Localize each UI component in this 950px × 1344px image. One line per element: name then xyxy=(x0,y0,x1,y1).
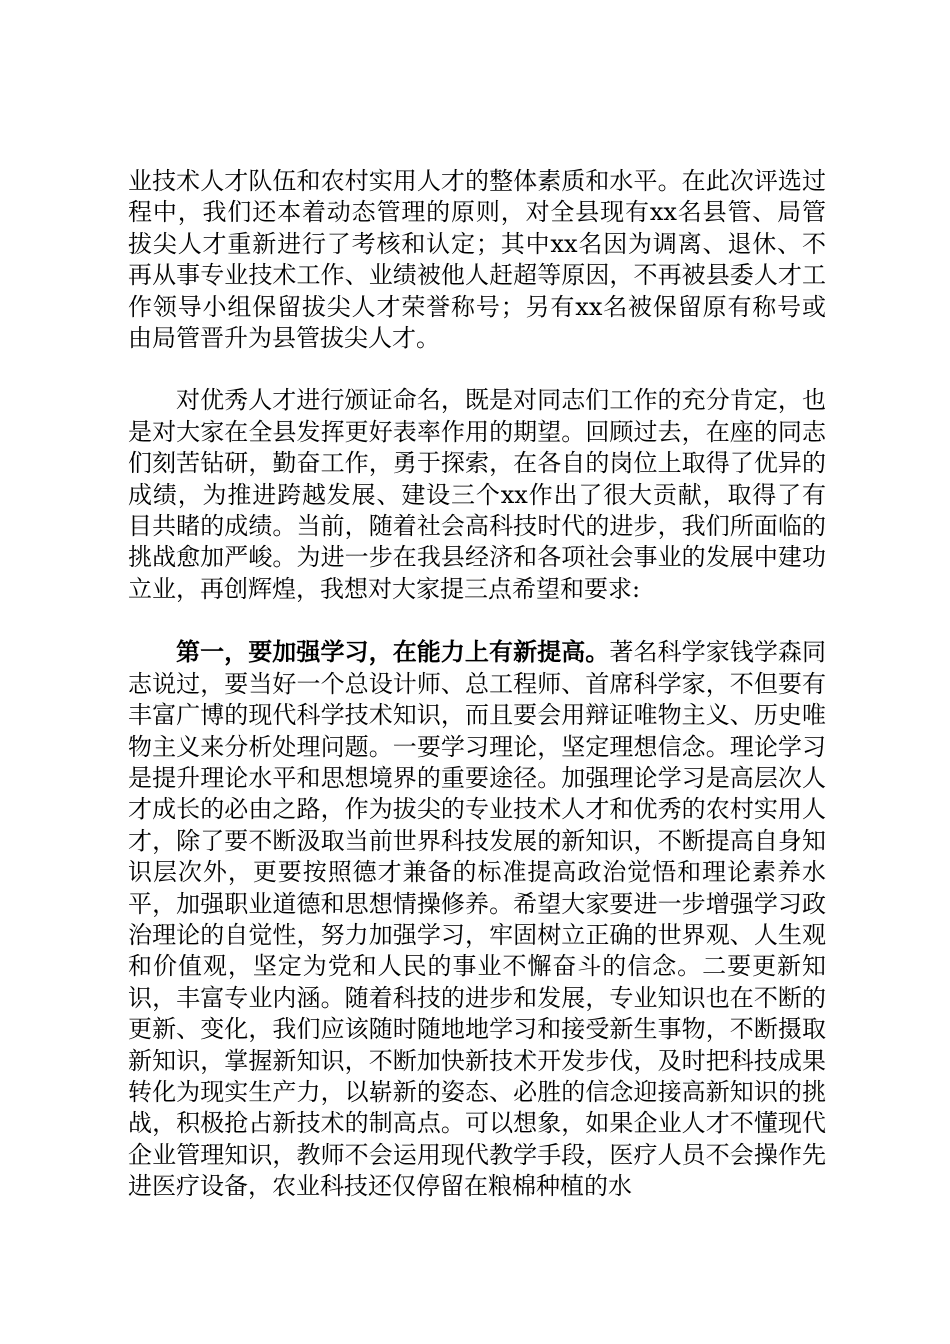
paragraph-first-point xyxy=(128,636,826,1202)
paragraph-expectations: 对优秀人才进行颁证命名，既是对同志们工作的充分肯定，也是对大家在全县发挥更好表率作用的期望。回顾过去，在座的同志们刻苦钻研，勤奋工作，勇于探索，在各自的岗位上取得了优异的成绩，为推进跨越发展、建设三个xx作出了很大贡献，取得了有目共睹的成绩。当前，随着社会高科技时代的进步，我们所面临的挑战愈加严峻。为进一步在我县经济和各项社会事业的发展中建功立业，再创辉煌，我想对大家提三点希望和要求: xyxy=(128,386,826,603)
document-body xyxy=(128,166,826,1203)
first-point-heading: 第一，要加强学习，在能力上有新提高。 xyxy=(176,637,610,667)
paragraph-spacer xyxy=(128,605,826,636)
paragraph-continued: 业技术人才队伍和农村实用人才的整体素质和水平。在此次评选过程中，我们还本着动态管理的原则，对全县现有xx名县管、局管拔尖人才重新进行了考核和认定；其中xx名因为调离、退休、不再从事专业技术工作、业绩被他人赶超等原因，不再被县委人才工作领导小组保留拔尖人才荣誉称号；另有xx名被保留原有称号或由局管晋升为县管拔尖人才。 xyxy=(128,167,826,353)
first-point-body: 著名科学家钱学森同志说过，要当好一个总设计师、总工程师、首席科学家，不但要有丰富广博的现代科学技术知识，而且要会用辩证唯物主义、历史唯物主义来分析处理问题。一要学习理论，坚定理想信念。理论学习是提升理论水平和思想境界的重要途径。加强理论学习是高层次人才成长的必由之路，作为拔尖的专业技术人才和优秀的农村实用人才，除了要不断汲取当前世界科技发展的新知识，不断提高自身知识层次外，更要按照德才兼备的标准提高政治觉悟和理论素养水平，加强职业道德和思想情操修养。希望大家要进一步增强学习政治理论的自觉性，努力加强学习，牢固树立正确的世界观、人生观和价值观，坚定为党和人民的事业不懈奋斗的信念。二要更新知识，丰富专业内涵。随着科技的进步和发展，专业知识也在不断的更新、变化，我们应该随时随地地学习和接受新生事物，不断摄取新知识，掌握新知识，不断加快新技术开发步伐，及时把科技成果转化为现实生产力，以崭新的姿态、必胜的信念迎接高新知识的挑战，积极抢占新技术的制高点。可以想象，如果企业人才不懂现代企业管理知识，教师不会运用现代教学手段，医疗人员不会操作先进医疗设备，农业科技还仅停留在粮棉种植的水 xyxy=(128,638,827,1201)
paragraph-spacer xyxy=(128,354,826,385)
